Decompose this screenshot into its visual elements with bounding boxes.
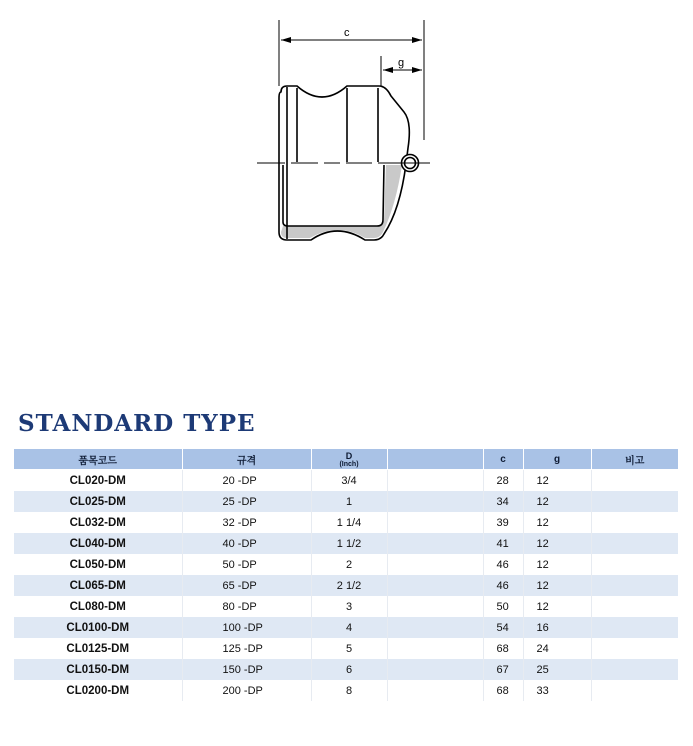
cap-technical-drawing bbox=[0, 0, 693, 260]
row-g: 12 bbox=[523, 554, 591, 575]
row-c: 28 bbox=[483, 470, 523, 492]
spec-table bbox=[14, 449, 678, 701]
row-code: CL080-DM bbox=[14, 596, 182, 617]
table-row bbox=[14, 596, 678, 617]
dim-label-c: c bbox=[344, 27, 350, 39]
row-c: 41 bbox=[483, 533, 523, 554]
table-row bbox=[14, 533, 678, 554]
table-header-row bbox=[14, 449, 678, 470]
row-c: 39 bbox=[483, 512, 523, 533]
row-c: 54 bbox=[483, 617, 523, 638]
row-code: CL020-DM bbox=[14, 470, 182, 492]
row-d-inch: 3/4 bbox=[311, 470, 387, 492]
table-row bbox=[14, 680, 678, 701]
row-d-inch: 3 bbox=[311, 596, 387, 617]
header-note: 비고 bbox=[591, 449, 678, 470]
table-row bbox=[14, 512, 678, 533]
row-d-inch: 1 1/4 bbox=[311, 512, 387, 533]
row-code: CL065-DM bbox=[14, 575, 182, 596]
row-code: CL032-DM bbox=[14, 512, 182, 533]
row-spec: 150 -DP bbox=[182, 659, 311, 680]
row-code: CL025-DM bbox=[14, 491, 182, 512]
row-g: 12 bbox=[523, 533, 591, 554]
row-spec: 200 -DP bbox=[182, 680, 311, 701]
row-g: 33 bbox=[523, 680, 591, 701]
row-blank bbox=[387, 533, 483, 554]
row-note bbox=[591, 470, 678, 492]
row-spec: 50 -DP bbox=[182, 554, 311, 575]
row-spec: 40 -DP bbox=[182, 533, 311, 554]
row-g: 12 bbox=[523, 596, 591, 617]
row-d-inch: 1 bbox=[311, 491, 387, 512]
row-blank bbox=[387, 491, 483, 512]
row-code: CL0125-DM bbox=[14, 638, 182, 659]
row-note bbox=[591, 617, 678, 638]
row-spec: 80 -DP bbox=[182, 596, 311, 617]
row-g: 12 bbox=[523, 575, 591, 596]
table-body bbox=[14, 470, 678, 702]
table-row bbox=[14, 575, 678, 596]
table-row bbox=[14, 659, 678, 680]
header-d-main: D bbox=[345, 450, 353, 461]
section-title: STANDARD TYPE bbox=[18, 410, 256, 437]
dim-label-g: g bbox=[398, 57, 405, 69]
row-d-inch: 8 bbox=[311, 680, 387, 701]
row-spec: 25 -DP bbox=[182, 491, 311, 512]
row-note bbox=[591, 638, 678, 659]
row-note bbox=[591, 491, 678, 512]
row-c: 50 bbox=[483, 596, 523, 617]
row-d-inch: 4 bbox=[311, 617, 387, 638]
header-spec: 규격 bbox=[182, 449, 311, 470]
row-blank bbox=[387, 575, 483, 596]
row-g: 12 bbox=[523, 470, 591, 492]
row-note bbox=[591, 554, 678, 575]
row-blank bbox=[387, 659, 483, 680]
row-blank bbox=[387, 617, 483, 638]
header-d-sub: (Inch) bbox=[339, 460, 359, 468]
row-d-inch: 5 bbox=[311, 638, 387, 659]
row-code: CL0150-DM bbox=[14, 659, 182, 680]
row-note bbox=[591, 575, 678, 596]
row-code: CL040-DM bbox=[14, 533, 182, 554]
row-d-inch: 2 1/2 bbox=[311, 575, 387, 596]
row-note bbox=[591, 596, 678, 617]
row-blank bbox=[387, 512, 483, 533]
row-spec: 32 -DP bbox=[182, 512, 311, 533]
row-c: 68 bbox=[483, 638, 523, 659]
row-code: CL050-DM bbox=[14, 554, 182, 575]
row-c: 34 bbox=[483, 491, 523, 512]
row-blank bbox=[387, 554, 483, 575]
row-c: 67 bbox=[483, 659, 523, 680]
row-d-inch: 6 bbox=[311, 659, 387, 680]
row-d-inch: 1 1/2 bbox=[311, 533, 387, 554]
table-row bbox=[14, 470, 678, 492]
table-row bbox=[14, 554, 678, 575]
row-c: 68 bbox=[483, 680, 523, 701]
row-spec: 125 -DP bbox=[182, 638, 311, 659]
row-blank bbox=[387, 596, 483, 617]
row-note bbox=[591, 659, 678, 680]
row-note bbox=[591, 680, 678, 701]
header-d bbox=[311, 449, 387, 470]
row-c: 46 bbox=[483, 575, 523, 596]
row-g: 25 bbox=[523, 659, 591, 680]
row-code: CL0200-DM bbox=[14, 680, 182, 701]
row-g: 16 bbox=[523, 617, 591, 638]
row-d-inch: 2 bbox=[311, 554, 387, 575]
table-row bbox=[14, 491, 678, 512]
dimension-c bbox=[279, 20, 424, 140]
row-spec: 20 -DP bbox=[182, 470, 311, 492]
header-g: g bbox=[523, 449, 591, 470]
row-note bbox=[591, 512, 678, 533]
header-blank bbox=[387, 449, 483, 470]
row-note bbox=[591, 533, 678, 554]
row-spec: 65 -DP bbox=[182, 575, 311, 596]
row-blank bbox=[387, 638, 483, 659]
row-blank bbox=[387, 680, 483, 701]
row-g: 12 bbox=[523, 512, 591, 533]
table-row bbox=[14, 638, 678, 659]
row-spec: 100 -DP bbox=[182, 617, 311, 638]
row-c: 46 bbox=[483, 554, 523, 575]
table-row bbox=[14, 617, 678, 638]
header-c: c bbox=[483, 449, 523, 470]
row-g: 12 bbox=[523, 491, 591, 512]
row-g: 24 bbox=[523, 638, 591, 659]
row-code: CL0100-DM bbox=[14, 617, 182, 638]
row-blank bbox=[387, 470, 483, 492]
header-code: 품목코드 bbox=[14, 449, 182, 470]
